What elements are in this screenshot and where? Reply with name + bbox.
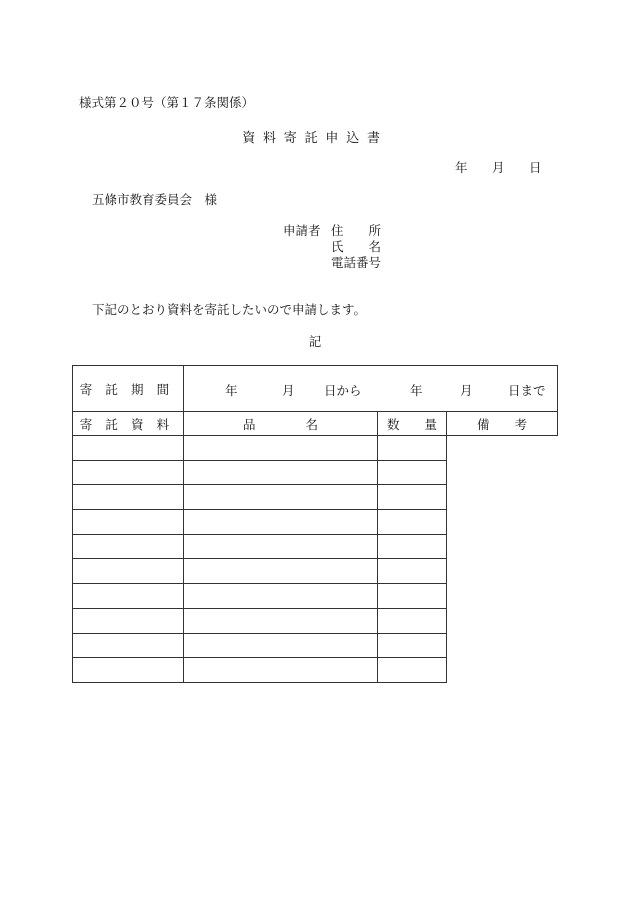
table-row — [73, 510, 558, 535]
item-remarks-cell[interactable] — [378, 633, 447, 658]
item-name-cell[interactable] — [73, 608, 184, 633]
item-name-cell[interactable] — [73, 510, 184, 535]
period-value-cell[interactable] — [184, 366, 558, 412]
item-quantity-cell[interactable] — [184, 460, 378, 485]
date-month-label: 月 — [492, 160, 505, 175]
applicant-label: 申請者 — [283, 223, 321, 238]
name-label: 氏 名 — [331, 239, 382, 254]
item-name-cell[interactable] — [73, 460, 184, 485]
item-quantity-cell[interactable] — [184, 534, 378, 559]
address-label: 住 所 — [331, 223, 382, 238]
form-number: 様式第２０号（第１７条関係） — [79, 95, 255, 110]
item-name-cell[interactable] — [73, 633, 184, 658]
period-from-year: 年 — [225, 383, 238, 398]
table-row — [73, 460, 558, 485]
document-title: 資料寄託申込書 — [242, 131, 388, 146]
table-row — [73, 608, 558, 633]
item-remarks-cell[interactable] — [378, 534, 447, 559]
item-remarks-cell[interactable] — [378, 658, 447, 683]
table-row — [73, 633, 558, 658]
item-quantity-cell[interactable] — [184, 510, 378, 535]
period-label: 寄託期間 — [73, 366, 184, 412]
item-remarks-cell[interactable] — [378, 559, 447, 584]
item-name-cell[interactable] — [73, 534, 184, 559]
period-row — [73, 366, 558, 412]
header-item-name: 品 名 — [184, 412, 378, 436]
item-remarks-cell[interactable] — [378, 460, 447, 485]
table-row — [73, 436, 558, 461]
table-row — [73, 534, 558, 559]
item-name-cell[interactable] — [73, 559, 184, 584]
period-from-month: 月 — [282, 383, 295, 398]
item-remarks-cell[interactable] — [378, 608, 447, 633]
item-quantity-cell[interactable] — [184, 485, 378, 510]
item-quantity-cell[interactable] — [184, 633, 378, 658]
item-name-cell[interactable] — [73, 485, 184, 510]
item-remarks-cell[interactable] — [378, 510, 447, 535]
item-name-cell[interactable] — [73, 658, 184, 683]
request-text: 下記のとおり資料を寄託したいので申請します。 — [92, 302, 367, 317]
item-quantity-cell[interactable] — [184, 608, 378, 633]
table-row — [73, 658, 558, 683]
item-quantity-cell[interactable] — [184, 559, 378, 584]
header-quantity: 数 量 — [378, 412, 447, 436]
items-header-row — [73, 412, 558, 436]
addressee: 五條市教育委員会 様 — [92, 192, 218, 207]
period-to-year: 年 — [410, 383, 423, 398]
table-row — [73, 485, 558, 510]
item-name-cell[interactable] — [73, 436, 184, 461]
items-label: 寄託資料 — [73, 412, 184, 436]
deposit-table — [72, 365, 558, 683]
ki-label: 記 — [308, 334, 322, 349]
phone-label: 電話番号 — [331, 255, 382, 270]
header-remarks: 備 考 — [447, 412, 558, 436]
date-line — [455, 160, 542, 176]
table-row — [73, 584, 558, 609]
item-remarks-cell[interactable] — [378, 584, 447, 609]
item-name-cell[interactable] — [73, 584, 184, 609]
item-remarks-cell[interactable] — [378, 436, 447, 461]
item-rows — [73, 436, 558, 683]
item-quantity-cell[interactable] — [184, 658, 378, 683]
item-remarks-cell[interactable] — [378, 485, 447, 510]
date-year-label: 年 — [455, 160, 468, 175]
item-quantity-cell[interactable] — [184, 584, 378, 609]
period-to-day: 日まで — [508, 383, 546, 398]
table-row — [73, 559, 558, 584]
date-day-label: 日 — [529, 160, 542, 175]
period-from-day: 日から — [324, 383, 362, 398]
period-to-month: 月 — [460, 383, 473, 398]
item-quantity-cell[interactable] — [184, 436, 378, 461]
